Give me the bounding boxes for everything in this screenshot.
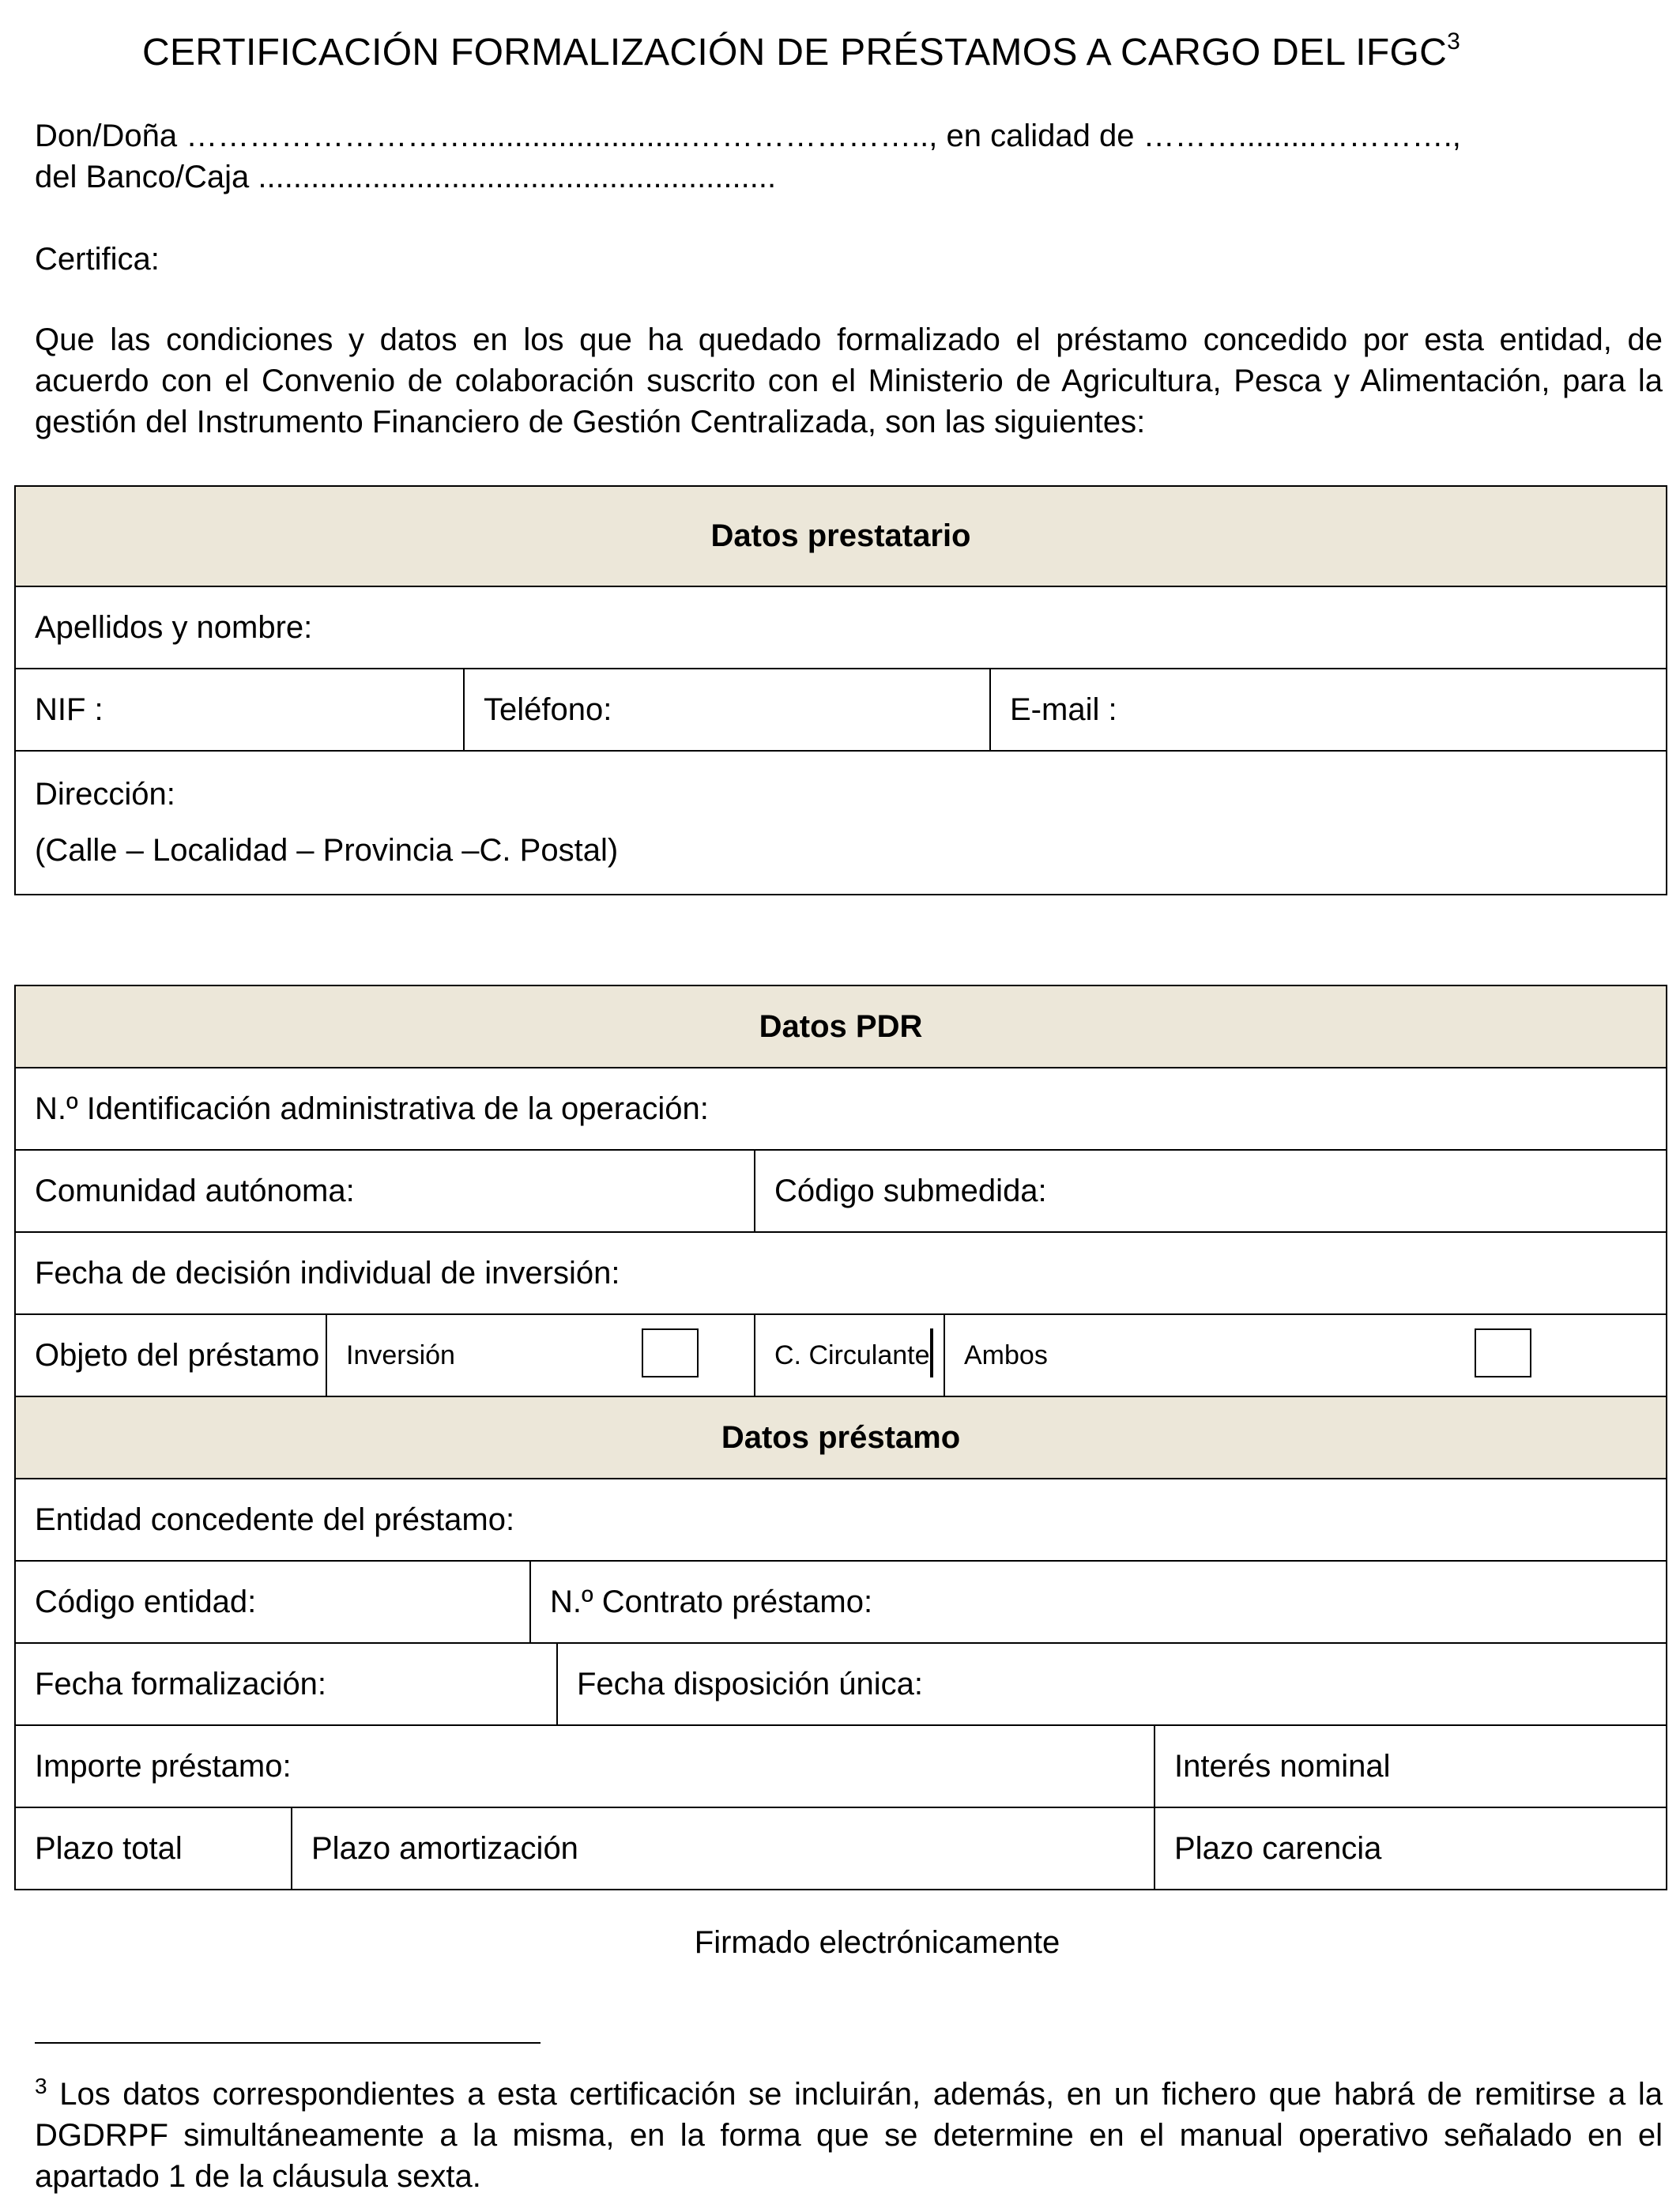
circulante-checkbox[interactable] [930,1328,933,1377]
document-title [142,28,1460,74]
prestatario-heading: Datos prestatario [15,486,1667,586]
intro-paragraph: Que las condiciones y datos en los que ha quedado formalizado el préstamo concedido por esta entidad, de acuerdo con el Convenio de colaboración suscrito con el Ministerio de Agricultura, Pesca y Alimentación, para la gestión del Instrumento Financiero de Gestión Centralizada, son las siguientes: [35,322,1663,439]
title-footnote-ref: 3 [1447,28,1461,55]
footnote [35,2066,1663,2197]
footnote-number: 3 [35,2074,47,2098]
fecha-decision-field[interactable]: Fecha de decisión individual de inversión: [15,1232,1667,1314]
ambos-checkbox[interactable] [1475,1328,1531,1377]
option-inversion-label: Inversión [346,1340,455,1370]
option-ambos-label: Ambos [964,1340,1048,1370]
title-text: CERTIFICACIÓN FORMALIZACIÓN DE PRÉSTAMOS A CARGO DEL IFGC [142,32,1448,73]
objeto-label: Objeto del préstamo [15,1314,326,1396]
direccion-label: Dirección: [35,777,175,812]
fecha-disposicion-field[interactable]: Fecha disposición única: [557,1643,1667,1725]
footnote-text: Los datos correspondientes a esta certificación se incluirán, además, en un fichero que habrá de remitirse a la DGDRPF simultáneamente a la misma, en la forma que se determine en el manual operativo señalado en el apartado 1 de la cláusula sexta. [35,2077,1663,2194]
pdr-heading: Datos PDR [15,985,1667,1068]
plazo-total-field[interactable]: Plazo total [15,1807,292,1890]
intro-line-2: del Banco/Caja ........................................................... [35,160,777,194]
telefono-field[interactable]: Teléfono: [464,669,990,751]
email-field[interactable]: E-mail : [990,669,1667,751]
apellidos-field[interactable]: Apellidos y nombre: [15,586,1667,669]
footnote-divider [35,2042,541,2044]
certifica-label: Certifica: [35,242,160,277]
option-circulante[interactable] [755,1314,944,1396]
comunidad-field[interactable]: Comunidad autónoma: [15,1150,755,1232]
contrato-field[interactable]: N.º Contrato préstamo: [530,1561,1667,1643]
option-inversion[interactable] [326,1314,755,1396]
submedida-field[interactable]: Código submedida: [755,1150,1667,1232]
plazo-carencia-field[interactable]: Plazo carencia [1155,1807,1667,1890]
entidad-field[interactable]: Entidad concedente del préstamo: [15,1479,1667,1561]
prestamo-heading: Datos préstamo [15,1396,1667,1479]
interes-field[interactable]: Interés nominal [1155,1725,1667,1807]
direccion-hint: (Calle – Localidad – Provincia –C. Postal) [35,833,619,868]
nif-field[interactable]: NIF : [15,669,464,751]
importe-field[interactable]: Importe préstamo: [15,1725,1155,1807]
signed-note: Firmado electrónicamente [694,1925,1060,1960]
inversion-checkbox[interactable] [642,1328,699,1377]
option-circulante-label: C. Circulante [774,1340,930,1370]
plazo-amortizacion-field[interactable]: Plazo amortización [292,1807,1155,1890]
option-ambos[interactable] [944,1314,1667,1396]
intro-line-1: Don/Doña ……………………….........................………………….., en calidad de ……….........…………., [35,119,1461,153]
direccion-field[interactable] [15,751,1667,895]
fecha-formalizacion-field[interactable]: Fecha formalización: [15,1643,557,1725]
prestatario-table [14,485,1667,895]
identificacion-field[interactable]: N.º Identificación administrativa de la operación: [15,1068,1667,1150]
codigo-entidad-field[interactable]: Código entidad: [15,1561,530,1643]
pdr-table [14,985,1667,1890]
